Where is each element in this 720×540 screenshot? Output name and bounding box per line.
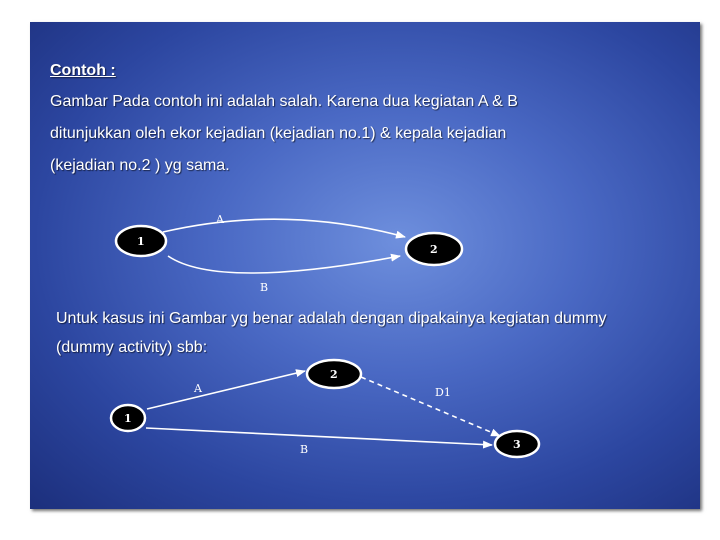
paragraph-line-4: Untuk kasus ini Gambar yg benar adalah dengan dipakainya kegiatan dummy xyxy=(56,310,607,327)
edge-label-b: B xyxy=(260,281,269,294)
paragraph-line-1: Gambar Pada contoh ini adalah salah. Karena dua kegiatan A & B xyxy=(50,93,518,110)
node-label-1: 1 xyxy=(137,235,145,248)
diagram-incorrect xyxy=(116,213,462,294)
node-label-3: 3 xyxy=(513,438,521,451)
edge-b-1-to-2 xyxy=(168,256,400,273)
edge-b-1-to-3 xyxy=(146,428,492,445)
edge-label-a: A xyxy=(194,382,202,395)
paragraph-line-5: (dummy activity) sbb: xyxy=(56,339,208,356)
edge-a-1-to-2 xyxy=(147,371,305,409)
node-label-1: 1 xyxy=(124,412,132,425)
diagram-correct xyxy=(111,360,539,457)
edge-a-1-to-2 xyxy=(163,219,405,237)
slide-heading: Contoh : xyxy=(50,62,116,79)
node-label-2: 2 xyxy=(430,243,438,256)
edge-label-a: A xyxy=(216,213,224,226)
edge-label-d1: D1 xyxy=(435,386,451,399)
paragraph-line-2: ditunjukkan oleh ekor kejadian (kejadian no.1) & kepala kejadian xyxy=(50,125,507,142)
edge-d1-2-to-3 xyxy=(361,377,500,436)
node-label-2: 2 xyxy=(330,368,338,381)
slide xyxy=(30,22,700,509)
paragraph-line-3: (kejadian no.2 ) yg sama. xyxy=(50,157,230,174)
network-diagrams xyxy=(30,22,700,509)
edge-label-b: B xyxy=(300,443,309,456)
